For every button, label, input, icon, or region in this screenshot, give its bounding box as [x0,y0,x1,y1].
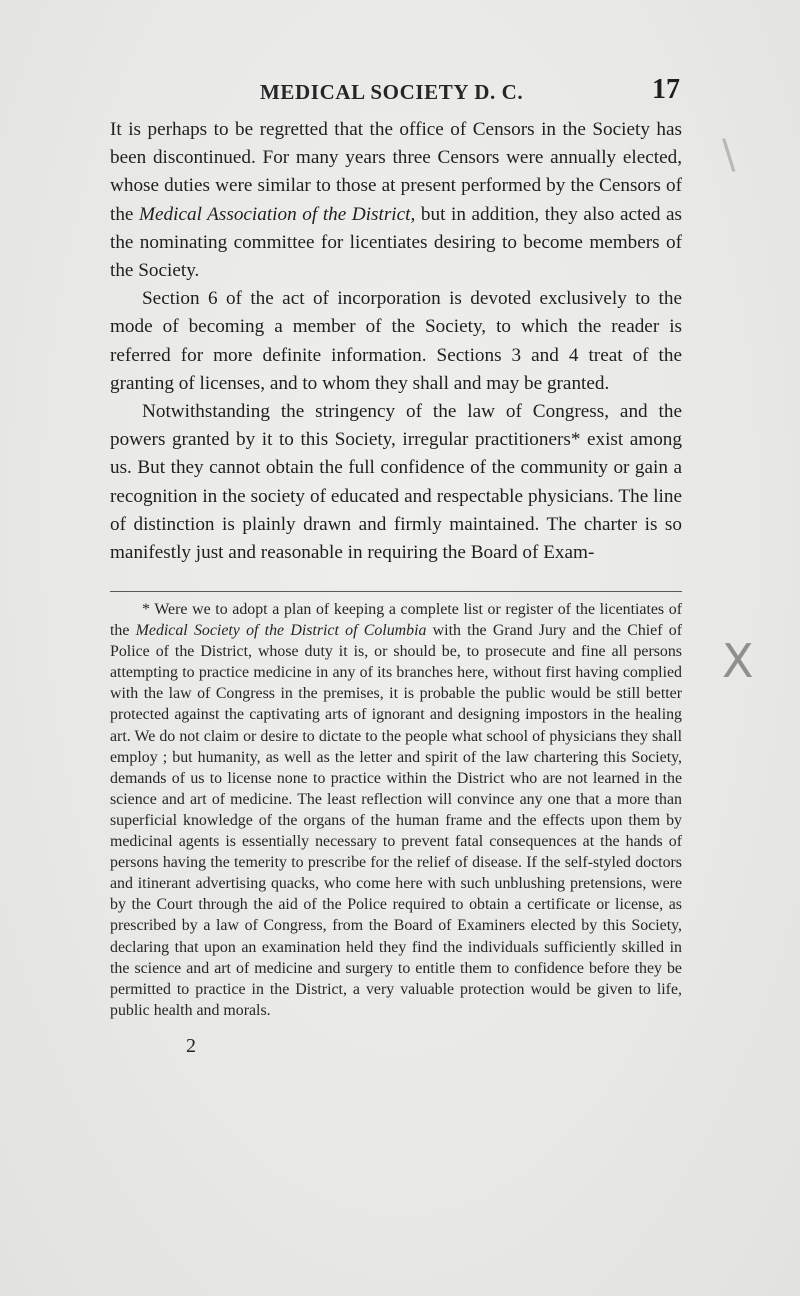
footnote [110,599,682,1021]
footnote-divider [110,591,682,592]
paragraph-censors-text-start: It is perhaps to be regretted that the office of Censors in the Society has been discontinued. For many years three Censors were annually elected, whose duties were similar to those at present performed by the Censors of the [110,119,682,225]
signature-mark: 2 [186,1035,196,1057]
paragraph-section-six: Section 6 of the act of incorporation is devoted exclusively to the mode of becoming a member of the Society, to which the reader is referred for more definite information. Sections 3 and 4 treat of the granting of licenses, and to whom they shall and may be granted. [110,288,682,394]
page-number: 17 [652,74,680,105]
running-head: MEDICAL SOCIETY D. C. [260,80,524,104]
footnote-text-end: with the Grand Jury and the Chief of Police of the District, whose duty it is, or should be, to prosecute and fine all persons attempting to practice medicine in any of its branches here, without first having complied with the law of Congress in the premises, it is probable the public would be still better protected against the captivating arts of ignorant and designing impostors in the healing art. We do not claim or desire to dictate to the people what school of physicians they shall employ ; but humanity, as well as the letter and spirit of the law chartering this Society, demands of us to license none to practice within the District who are not learned in the science and art of medicine. The least reflection will convince any one that a more than superficial knowledge of the organs of the human frame and the effects upon them by medicinal agents is essentially necessary to prevent fatal consequences at the hands of persons having the temerity to prescribe for the relief of disease. If the self-styled doctors and itinerant advertising quacks, who come here with such unblushing pretensions, were by the Court through the aid of the Police required to obtain a certificate or license, as prescribed by a law of Congress, from the Board of Examiners elected by this Society, declaring that upon an examination held they find the individuals sufficiently skilled in the science and art of medicine and surgery to entitle them to confidence before they be permitted to practice in the District, a very valuable protection would be given to life, public health and morals. [110,622,683,1019]
footnote-text-start: * Were we to adopt a plan of keeping a complete list or register of the licentiates of the [110,601,682,640]
footnote-italic: Medical Society of the District of Columbia [135,622,427,640]
paragraph-censors [110,116,682,285]
margin-pencil-mark-top: \ [722,132,736,178]
paragraph-censors-italic: Medical Association of the District, [139,203,416,225]
paragraph-censors-text-end: but in addition, they also acted as the nominating committee for licentiates desiring to become members of the Society. [110,203,682,282]
paragraph-notwithstanding: Notwithstanding the stringency of the law of Congress, and the powers granted by it to this Society, irregular practitioners* exist among us. But they cannot obtain the full confidence of the community or gain a recognition in the society of educated and respectable physicians. The line of distinction is plainly drawn and firmly maintained. The charter is so manifestly just and reasonable in requiring the Board of Exam- [110,401,682,564]
body-text [110,116,682,567]
footnote-paragraph [110,599,682,1021]
page-header [110,74,680,110]
margin-pencil-mark-middle: X [722,634,754,688]
